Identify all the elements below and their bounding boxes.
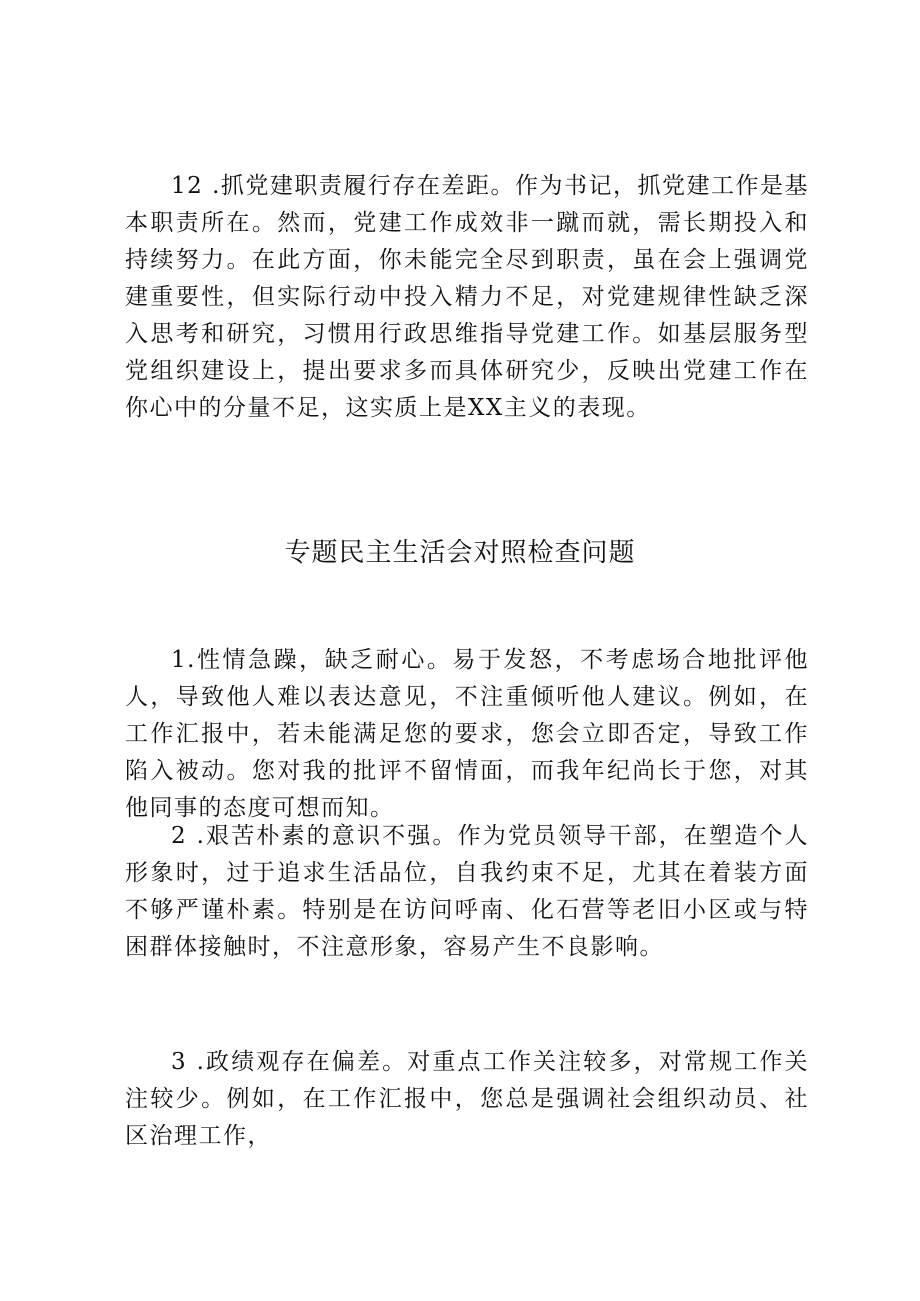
paragraph-item-1: 1.性情急躁，缺乏耐心。易于发怒，不考虑场合地批评他人，导致他人难以表达意见，不注重倾听他人建议。例如，在工作汇报中，若未能满足您的要求，您会立即否定，导致工作陷入被动。您对我的批评不留情面，而我年纪尚长于您，对其他同事的态度可想而知。 (125, 647, 809, 821)
paragraph-item-2: 2 .艰苦朴素的意识不强。作为党员领导干部，在塑造个人形象时，过于追求生活品位，自我约束不足，尤其在着装方面不够严谨朴素。特别是在访问呼南、化石营等老旧小区或与特困群体接触时，不注意形象，容易产生不良影响。 (125, 823, 809, 960)
section-title: 专题民主生活会对照检查问题 (284, 538, 636, 568)
paragraph-12: 12 .抓党建职责履行存在差距。作为书记，抓党建工作是基本职责所在。然而，党建工作成效非一蹴而就，需长期投入和持续努力。在此方面，你未能完全尽到职责，虽在会上强调党建重要性，但实际行动中投入精力不足，对党建规律性缺乏深入思考和研究，习惯用行政思维指导党建工作。如基层服务型党组织建设上，提出要求多而具体研究少，反映出党建工作在你心中的分量不足，这实质上是XX主义的表现。 (125, 173, 809, 421)
paragraph-item-3: 3 .政绩观存在偏差。对重点工作关注较多，对常规工作关注较少。例如，在工作汇报中，您总是强调社会组织动员、社区治理工作， (125, 1049, 809, 1149)
